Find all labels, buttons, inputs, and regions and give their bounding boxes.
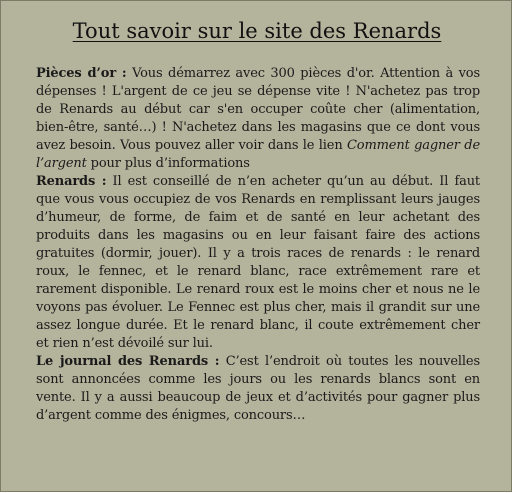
section-term: Renards : — [36, 174, 107, 189]
section-text: Vous démarrez avec 300 pièces d'or. Attention à vos dépenses ! L'argent de ce jeu se dépense vite ! N'achetez pas trop de Renards au début car s'en occuper coûte cher (alimentation, bien-être, santé…) ! N'achetez dans les magasins que ce dont vous avez besoin. Vous pouvez aller voir dans le lien — [36, 66, 480, 153]
page-title-text: Tout savoir sur le site des Renards — [72, 19, 442, 43]
section-fox-journal — [36, 353, 480, 425]
section-gold-coins — [36, 65, 480, 173]
section-term: Pièces d’or : — [36, 66, 127, 81]
info-content — [36, 65, 480, 425]
section-foxes — [36, 173, 480, 353]
section-text-end: pour plus d’informations — [86, 156, 250, 171]
section-term: Le journal des Renards : — [36, 354, 220, 369]
section-text: Il est conseillé de n’en acheter qu’un au début. Il faut que vous vous occupiez de vos Renards en remplissant leurs jauges d’humeur, de forme, de faim et de santé en leur achetant des produits dans les magasins ou en leur faisant faire des actions gratuites (dormir, jouer). Il y a trois races de renards : le renard roux, le fennec, et le renard blanc, race extrêmement rare et rarement disponible. Le renard roux est le moins cher et nous ne le voyons pas évoluer. Le Fennec est plus cher, mais il grandit sur une assez longue durée. Et le renard blanc, il coute extrêmement cher et rien n’est dévoilé sur lui. — [36, 174, 481, 351]
earn-money-link[interactable]: Comment gagner de l’argent — [36, 138, 480, 171]
section-text: C’est l’endroit où toutes les nouvelles sont annoncées comme les jours ou les renards blancs sont en vente. Il y a aussi beaucoup de jeux et d’activités pour gagner plus d’argent comme des énigmes, concours… — [36, 354, 480, 423]
page-title — [1, 18, 513, 44]
